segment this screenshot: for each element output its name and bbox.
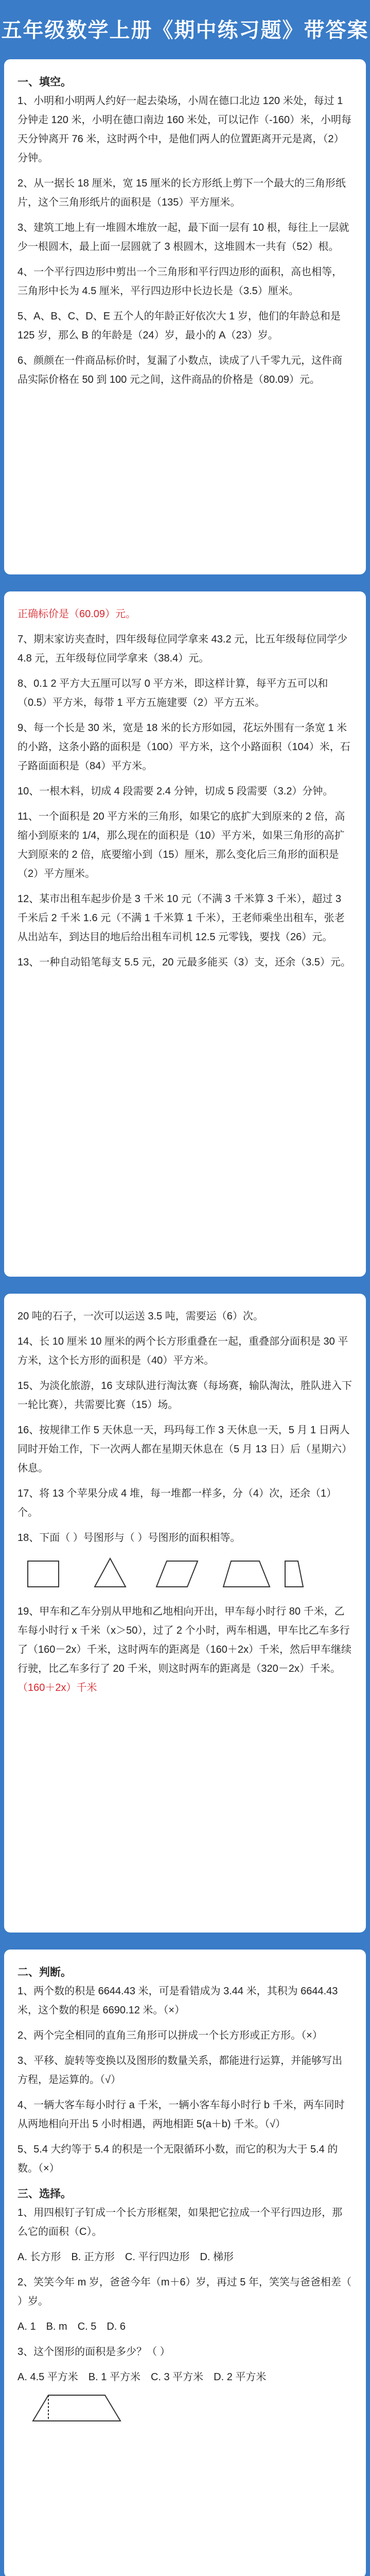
question-line: 13、一种自动铅笔每支 5.5 元，20 元最多能买（3）支，还余（3.5）元。 xyxy=(17,957,351,968)
card-3-after-lines xyxy=(17,1602,353,1698)
question-line: 14、长 10 厘米 10 厘米的两个长方形重叠在一起，重叠部分面积是 30 平方米，这个长方形的面积是（40）平方米。 xyxy=(17,1336,348,1366)
question-line: 15、为淡化旅游，16 支球队进行淘汰赛（每场赛，输队淘汰，胜队进入下一轮比赛），共需要比赛（15）场。 xyxy=(17,1380,353,1411)
question-line: 7、期末家访夹查时，四年级每位同学拿来 43.2 元，比五年级每位同学少 4.8 元，五年级每位同学拿来（38.4）元。 xyxy=(17,634,350,664)
card-judge-choice xyxy=(4,1950,366,2576)
question-line: 3、平移、旋转等变换以及图形的数量关系，都能进行运算，并能够写出方程，是运算的。（√） xyxy=(17,2055,343,2086)
question-line: 19、甲车和乙车分别从甲地和乙地相向开出，甲车每小时行 80 千米，乙车每小时行 x 千米（x＞50），过了 2 个小时，两车相遇，甲车比乙车多行了（160－2x）千米，这时两车的距离是（160＋2x）千米，然后甲车继续行驶，比乙车多行了 20 千米，则这时两车的距离是（320－2x）千米。 xyxy=(17,1606,351,1674)
shape-right-trapezoid xyxy=(285,1561,303,1587)
question-line: A. 4.5 平方米 B. 1 平方米 C. 3 平方米 D. 2 平方米 xyxy=(17,2371,267,2383)
question-line: 2、两个完全相同的直角三角形可以拼成一个长方形或正方形。（×） xyxy=(17,2030,323,2041)
question-line: 1、小明和小明两人约好一起去染场，小周在德口北边 120 米处，每过 1 分钟走 120 米，小明在德口南边 160 米处，可以记作（-160）米，小明每天分钟离开 76 米，这时两个中，是他们两人的位置距离开元是离，（2）分钟。 xyxy=(17,95,351,164)
question-line: 20 吨的石子，一次可以运送 3.5 吨，需要运（6）次。 xyxy=(17,1311,263,1322)
answer-line: 正确标价是（60.09）元。 xyxy=(17,608,136,620)
shape-square xyxy=(28,1561,59,1587)
question-line: A. 1 B. m C. 5 D. 6 xyxy=(17,2321,126,2332)
question-line: 2、笑笑今年 m 岁，爸爸今年（m＋6）岁，再过 5 年，笑笑与爸爸相差（ ）岁。 xyxy=(17,2277,355,2307)
question-line: 4、一个平行四边形中剪出一个三角形和平行四边形的面积，高也相等，三角形中长为 4.5 厘米，平行四边形中长边长是（3.5）厘米。 xyxy=(17,266,343,297)
question-line: 17、将 13 个苹果分成 4 堆，每一堆都一样多，分（4）次，还余（1）个。 xyxy=(17,1488,337,1518)
question-line: 2、从一据长 18 厘米，宽 15 厘米的长方形纸上剪下一个最大的三角形纸片，这个三角形纸片的面积是（135）平方厘米。 xyxy=(17,178,346,208)
question-line: 8、0.1 2 平方大五厘可以写 0 平方米，即这样计算，每平方五可以和（0.5）平方米，每带 1 平方五施建要（2）平方五米。 xyxy=(17,678,328,708)
question-line: 3、这个图形的面积是多少？（ ） xyxy=(17,2346,170,2358)
question-line: 1、两个数的积是 6644.43 米，可是看错成为 3.44 米，其积为 6644.43 米，这个数的积是 6690.12 米。（×） xyxy=(17,1986,341,2016)
question-line: 6、颜颜在一件商品标价时，复漏了小数点，读成了八千零九元，这件商品实际价格在 50 到 100 元之间，这件商品的价格是（80.09）元。 xyxy=(17,355,343,385)
question-line: 12、某市出租车起步价是 3 千米 10 元（不满 3 千米算 3 千米），超过 3 千米后 2 千米 1.6 元（不满 1 千米算 1 千米），王老师乘坐出租车，张老从出站车，到达目的地后给出租车司机 12.5 元零钱，要找（26）元。 xyxy=(17,893,345,943)
section-heading: 一、填空。 xyxy=(17,76,72,88)
question-line: 10、一根木料，切成 4 段需要 2.4 分钟，切成 5 段需要（3.2）分钟。 xyxy=(17,786,333,797)
question-line: 4、一辆大客车每小时行 a 千米，一辆小客车每小时行 b 千米，两车同时从两地相向开出 5 小时相遇，两地相距 5(a＋b) 千米。（√） xyxy=(17,2099,345,2130)
figure-trapezoid xyxy=(33,2395,120,2421)
question-line: 11、一个面积是 20 平方米的三角形，如果它的底扩大到原来的 2 倍，高缩小到原来的 1/4，那么现在的面积是（10）平方米，如果三角形的高扩大到原来的 2 倍，底要缩小到（15）厘米，那么变化后三角形的面积是（2）平方厘米。 xyxy=(17,811,345,879)
card-4-lines xyxy=(17,1963,353,2387)
question-line: 18、下面（ ）号图形与（ ）号图形的面积相等。 xyxy=(17,1532,241,1544)
shape-triangle xyxy=(95,1558,126,1587)
choice-figure xyxy=(17,2390,353,2426)
question-line: 1、用四根钉子钉成一个长方形框架，如果把它拉成一个平行四边形，那么它的面积（C）。 xyxy=(17,2207,343,2238)
question-line: 3、建筑工地上有一堆圆木堆放一起，最下面一层有 10 根，每往上一层就少一根圆木，最上面一层圆就了 3 根圆木，这堆圆木一共有（52）根。 xyxy=(17,222,349,252)
question-line: 5、5.4 大约等于 5.4 的积是一个无限循环小数，而它的积为大于 5.4 的数。（×） xyxy=(17,2144,338,2174)
shape-trapezoid xyxy=(223,1561,270,1587)
question-line: 9、每一个长是 30 米，宽是 18 米的长方形如园，花坛外围有一条宽 1 米的小路，这条小路的面积是（100）平方米，这个小路面积（104）米，石子路面面积是（84）平方米。 xyxy=(17,722,350,772)
card-fill-in-part3 xyxy=(4,1294,366,1933)
card-fill-in-part2 xyxy=(4,591,366,1277)
section-heading: 二、判断。 xyxy=(17,1967,72,1978)
question-line: 5、A、B、C、D、E 五个人的年龄正好依次大 1 岁，他们的年龄总和是 125 岁，那么 B 的年龄是（24）岁，最小的 A（23）岁。 xyxy=(17,311,344,341)
answer-line: （160＋2x）千米 xyxy=(17,1682,97,1693)
card-fill-in-part1 xyxy=(4,59,366,574)
question-line: A. 长方形 B. 正方形 C. 平行四边形 D. 梯形 xyxy=(17,2251,234,2263)
page-title: 五年级数学上册《期中练习题》带答案 xyxy=(1,19,369,42)
shapes-figure xyxy=(17,1551,353,1597)
section-heading: 三、选择。 xyxy=(17,2188,72,2200)
question-line: 16、按规律工作 5 天休息一天，玛玛每工作 3 天休息一天，5 月 1 日两人同时开始工作，下一次两人都在星期天休息在（5 月 13 日）后（星期六）休息。 xyxy=(17,1425,353,1474)
card-3-lines xyxy=(17,1307,353,1548)
shape-parallelogram xyxy=(156,1561,198,1587)
card-2-lines xyxy=(17,605,353,972)
card-1-lines xyxy=(17,73,353,389)
